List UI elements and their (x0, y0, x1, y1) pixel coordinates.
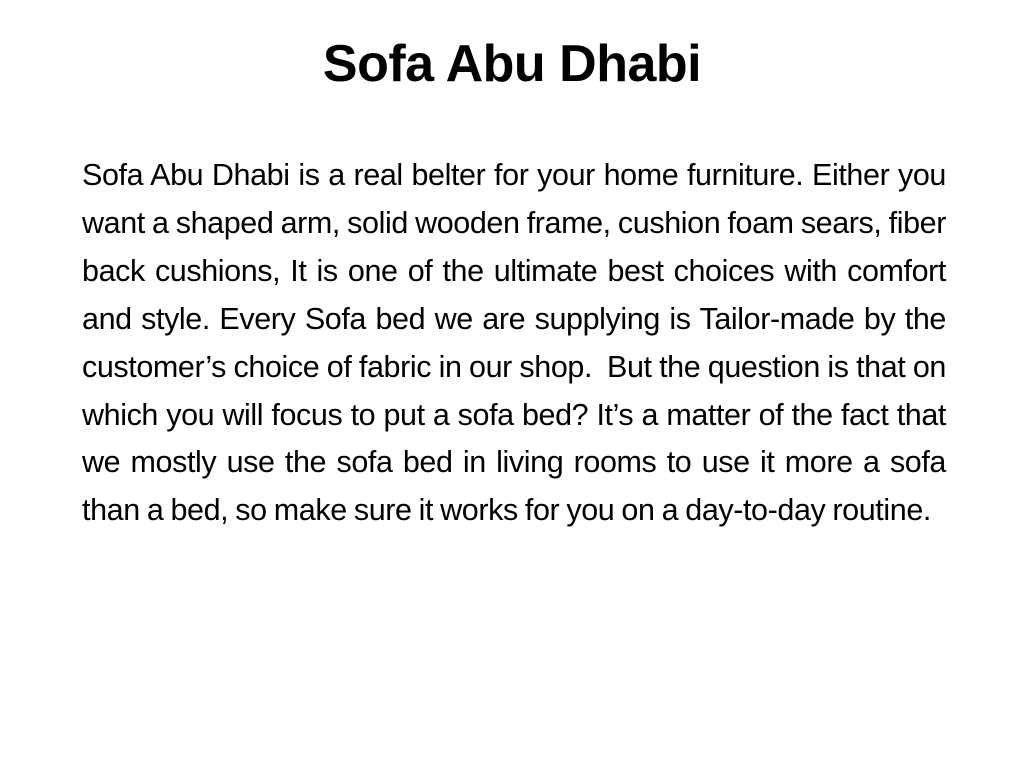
slide-body-text: Sofa Abu Dhabi is a real belter for your home furniture. Either you want a shaped arm, solid wooden frame, cushion foam sears, fiber back cushions, It is one of the ultimate best choices with comfort and style. Every Sofa bed we are supplying is Tailor-made by the customer’s choice of fabric in our shop. But the question is that on which you will focus to put a sofa bed? It’s a matter of the fact that we mostly use the sofa bed in living rooms to use it more a sofa than a bed, so make sure it works for you on a day-to-day routine. (82, 158, 954, 528)
slide-title: Sofa Abu Dhabi (322, 35, 702, 93)
